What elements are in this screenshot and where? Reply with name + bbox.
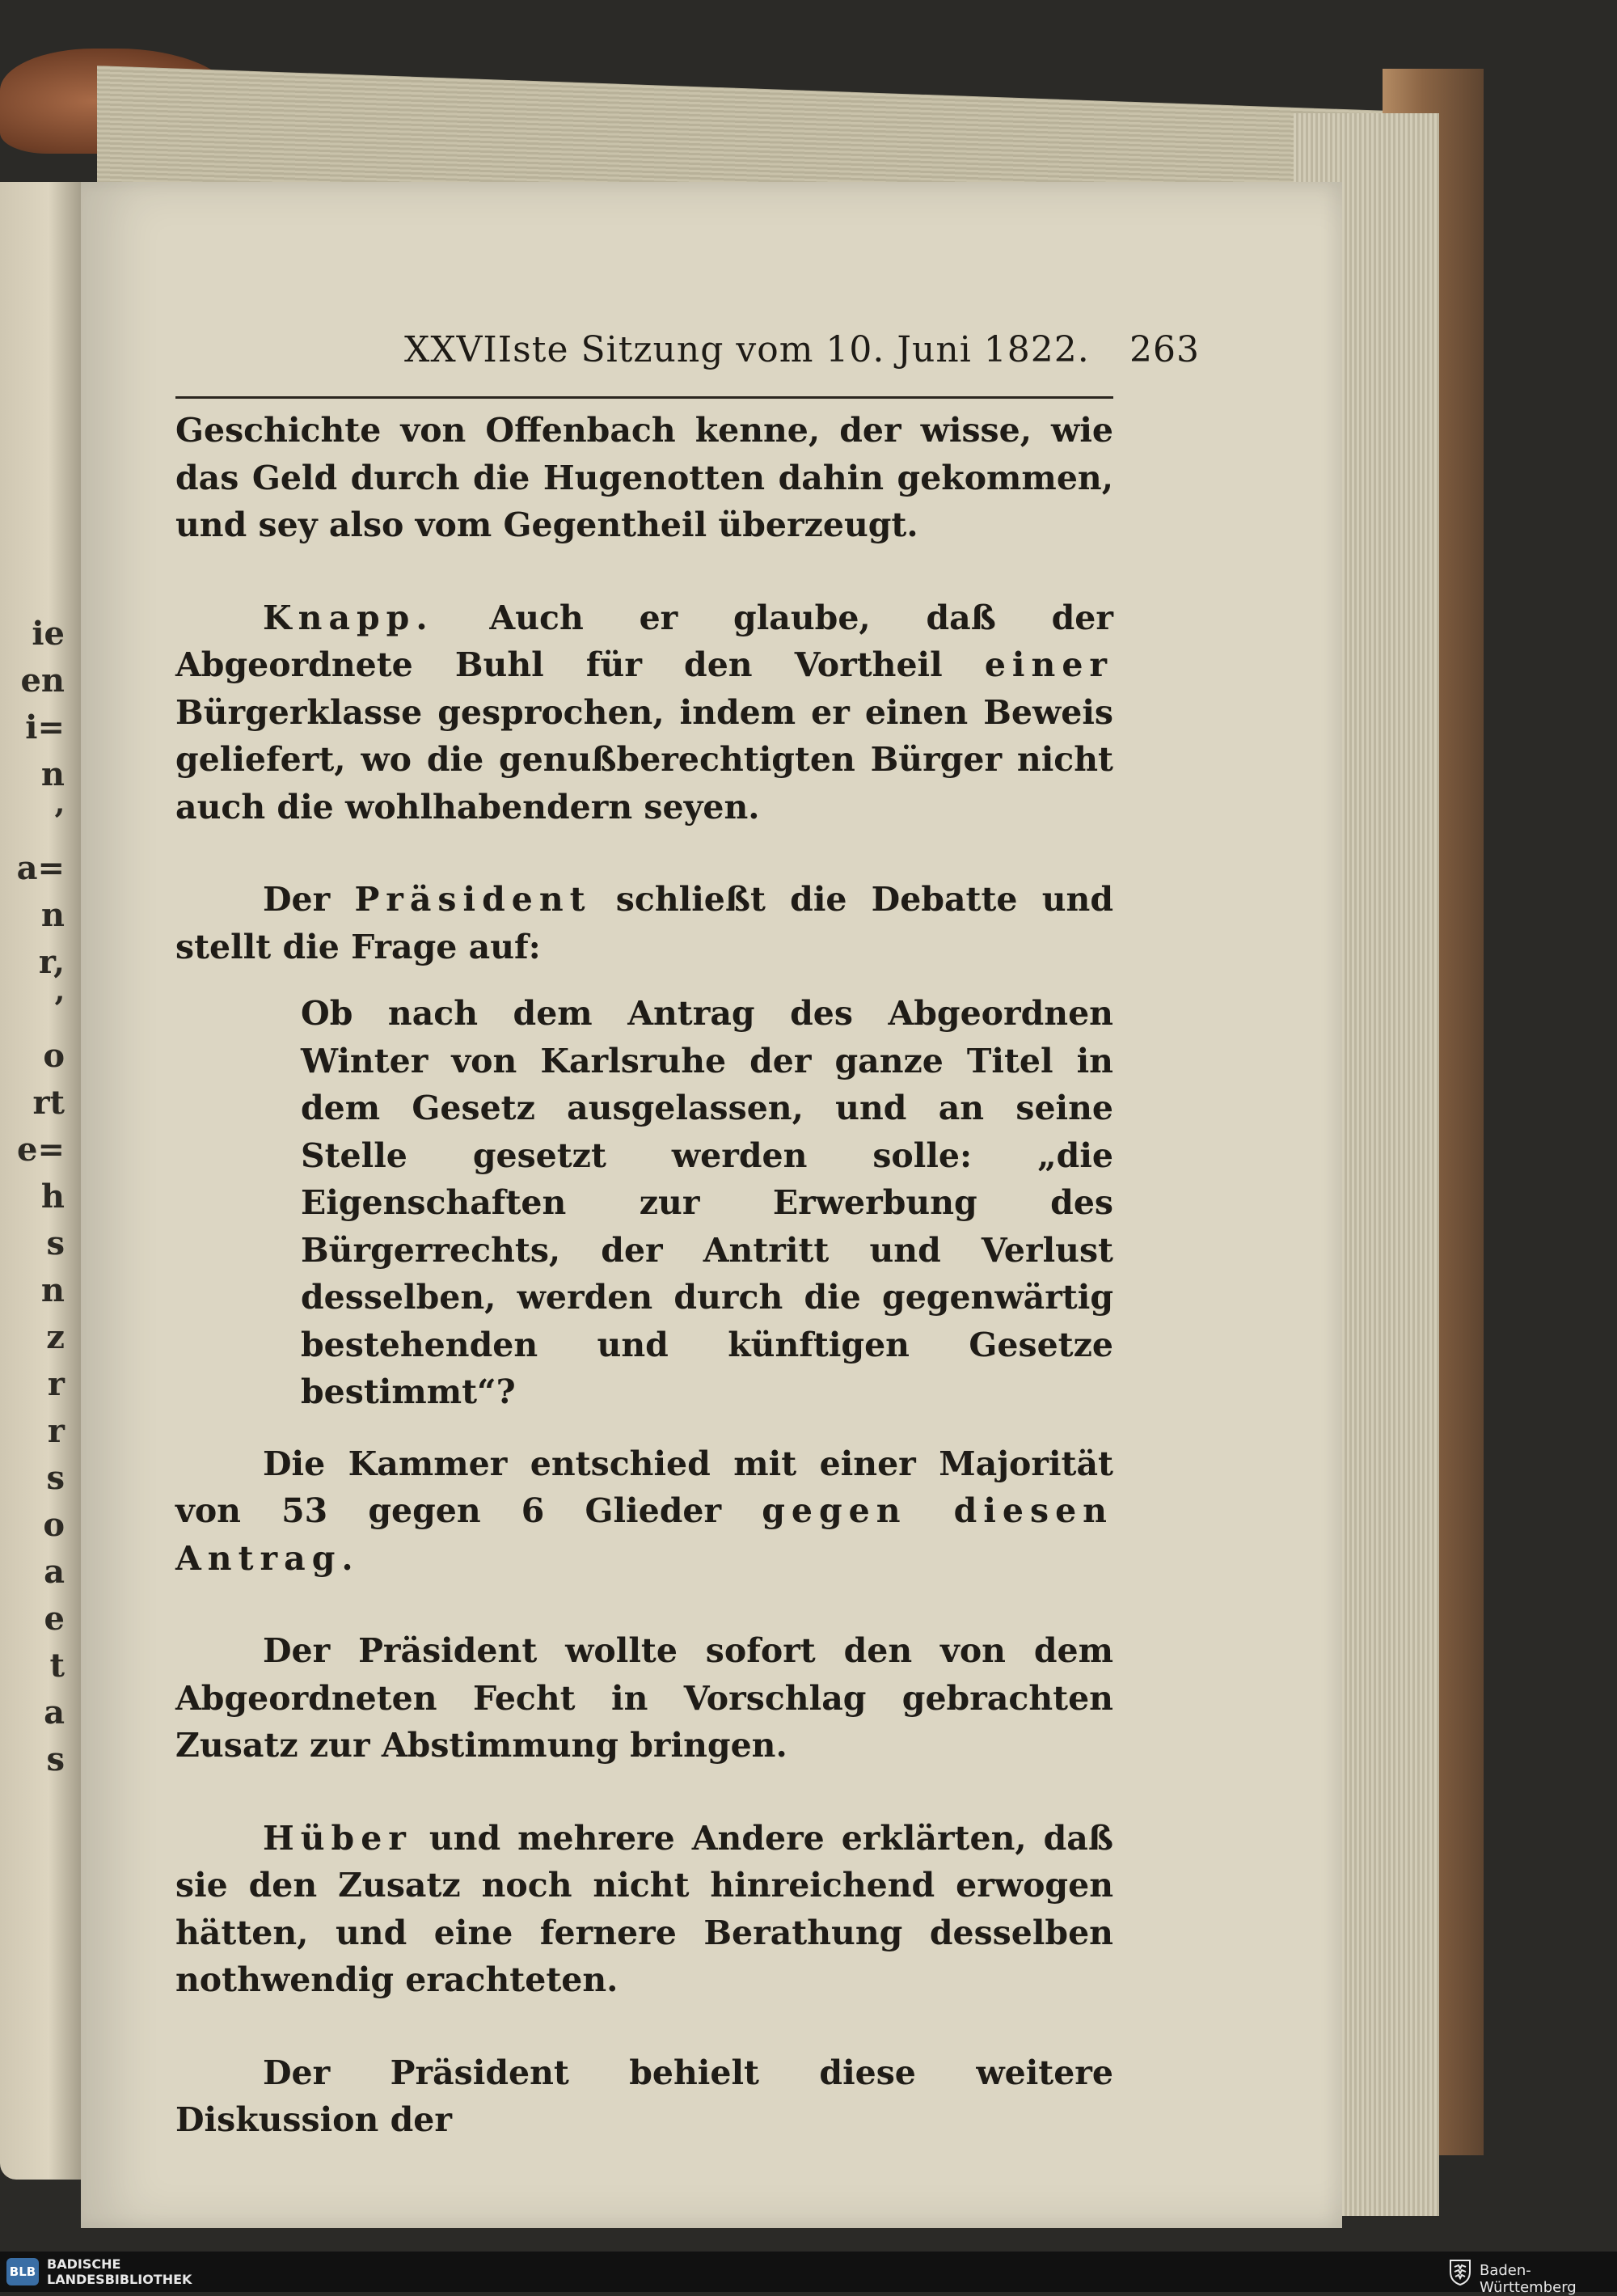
paragraph-3: Der Präsident schließt die Debatte und stellt die Frage auf:: [175, 880, 1113, 966]
speaker-name: Knapp.: [263, 598, 434, 637]
body-text: [175, 407, 1113, 2144]
paragraph-7: Der Präsident behielt diese weitere Diskussion der: [175, 2053, 1113, 2139]
left-page-fragment: o: [43, 1037, 65, 1075]
paragraph-2: Knapp. Auch er glaube, daß der Abgeordnete Buhl für den Vortheil einer Bürgerklasse gesprochen, indem er einen Beweis geliefert, wo die genußberechtigten Bürger nicht auch die wohlhabendern seyen.: [175, 598, 1113, 827]
left-page-fragment: ie: [32, 615, 65, 653]
left-page-text-fragments: [0, 611, 65, 1783]
left-page-fragment: r,: [38, 943, 65, 981]
right-page: [81, 182, 1342, 2228]
left-page: [0, 182, 81, 2180]
left-page-fragment: a: [44, 1693, 65, 1732]
running-title: XXVIIste Sitzung vom 10. Juni 1822.: [404, 329, 1090, 370]
left-page-fragment: t: [49, 1647, 65, 1685]
left-page-fragment: r: [47, 1365, 65, 1403]
left-page-fragment: en: [20, 662, 65, 700]
left-page-fragment: s: [46, 1740, 65, 1778]
library-name: BADISCHE LANDESBIBLIOTHEK: [47, 2256, 192, 2287]
left-page-fragment: s: [46, 1459, 65, 1497]
paragraph-4: Die Kammer entschied mit einer Majorität von 53 gegen 6 Glieder gegen diesen Antrag.: [175, 1444, 1113, 1578]
left-page-fragment: e=: [17, 1131, 65, 1169]
blb-logo: BLB: [6, 2258, 39, 2285]
left-page-fragment: o: [43, 1506, 65, 1544]
coat-of-arms-icon: [1447, 2257, 1473, 2286]
region-name: Baden-Württemberg: [1480, 2262, 1577, 2296]
speaker-name: Hüber: [263, 1818, 412, 1858]
speaker-name: Präsident: [354, 880, 592, 919]
left-page-fragment: rt: [32, 1084, 65, 1122]
emphasis: einer: [984, 645, 1113, 684]
emphasis: gegen diesen Antrag.: [175, 1491, 1113, 1578]
left-page-fragment: ’: [53, 990, 65, 1028]
left-page-fragment: i=: [25, 708, 65, 746]
footer-bar: [0, 2252, 1617, 2296]
header-rule: [175, 396, 1113, 399]
left-page-fragment: z: [46, 1318, 65, 1356]
paragraph-5: Der Präsident wollte sofort den von dem Abgeordneten Fecht in Vorschlag gebrachten Zusatz zur Abstimmung bringen.: [175, 1631, 1113, 1765]
left-page-fragment: r: [47, 1412, 65, 1450]
left-page-fragment: e: [44, 1600, 65, 1638]
left-page-fragment: n: [40, 896, 65, 934]
quoted-question: Ob nach dem Antrag des Abgeordnen Winter von Karlsruhe der ganze Titel in dem Gesetz ausgelassen, und an seine Stelle gesetzt werden solle: „die Eigenschaften zur Erwerbung des Bürgerrechts, der Antritt und Verlust desselben, werden durch die gegenwärtig bestehenden und künftigen Gesetze bestimmt“?: [301, 994, 1113, 1411]
left-page-fragment: ’: [53, 802, 65, 840]
paragraph-1: Geschichte von Offenbach kenne, der wisse, wie das Geld durch die Hugenotten dahin gekommen, und sey also vom Gegentheil überzeugt.: [175, 411, 1113, 544]
left-page-fragment: h: [40, 1178, 65, 1216]
paragraph-6: Hüber und mehrere Andere erklärten, daß sie den Zusatz noch nicht hinreichend erwogen hätten, und eine fernere Berathung desselben nothwendig erachteten.: [175, 1818, 1113, 1999]
left-page-fragment: n: [40, 1271, 65, 1309]
left-page-fragment: s: [46, 1224, 65, 1262]
left-page-fragment: n: [40, 755, 65, 793]
page-number: 263: [1129, 329, 1200, 370]
left-page-fragment: a=: [16, 849, 65, 887]
left-page-fragment: a: [44, 1553, 65, 1591]
